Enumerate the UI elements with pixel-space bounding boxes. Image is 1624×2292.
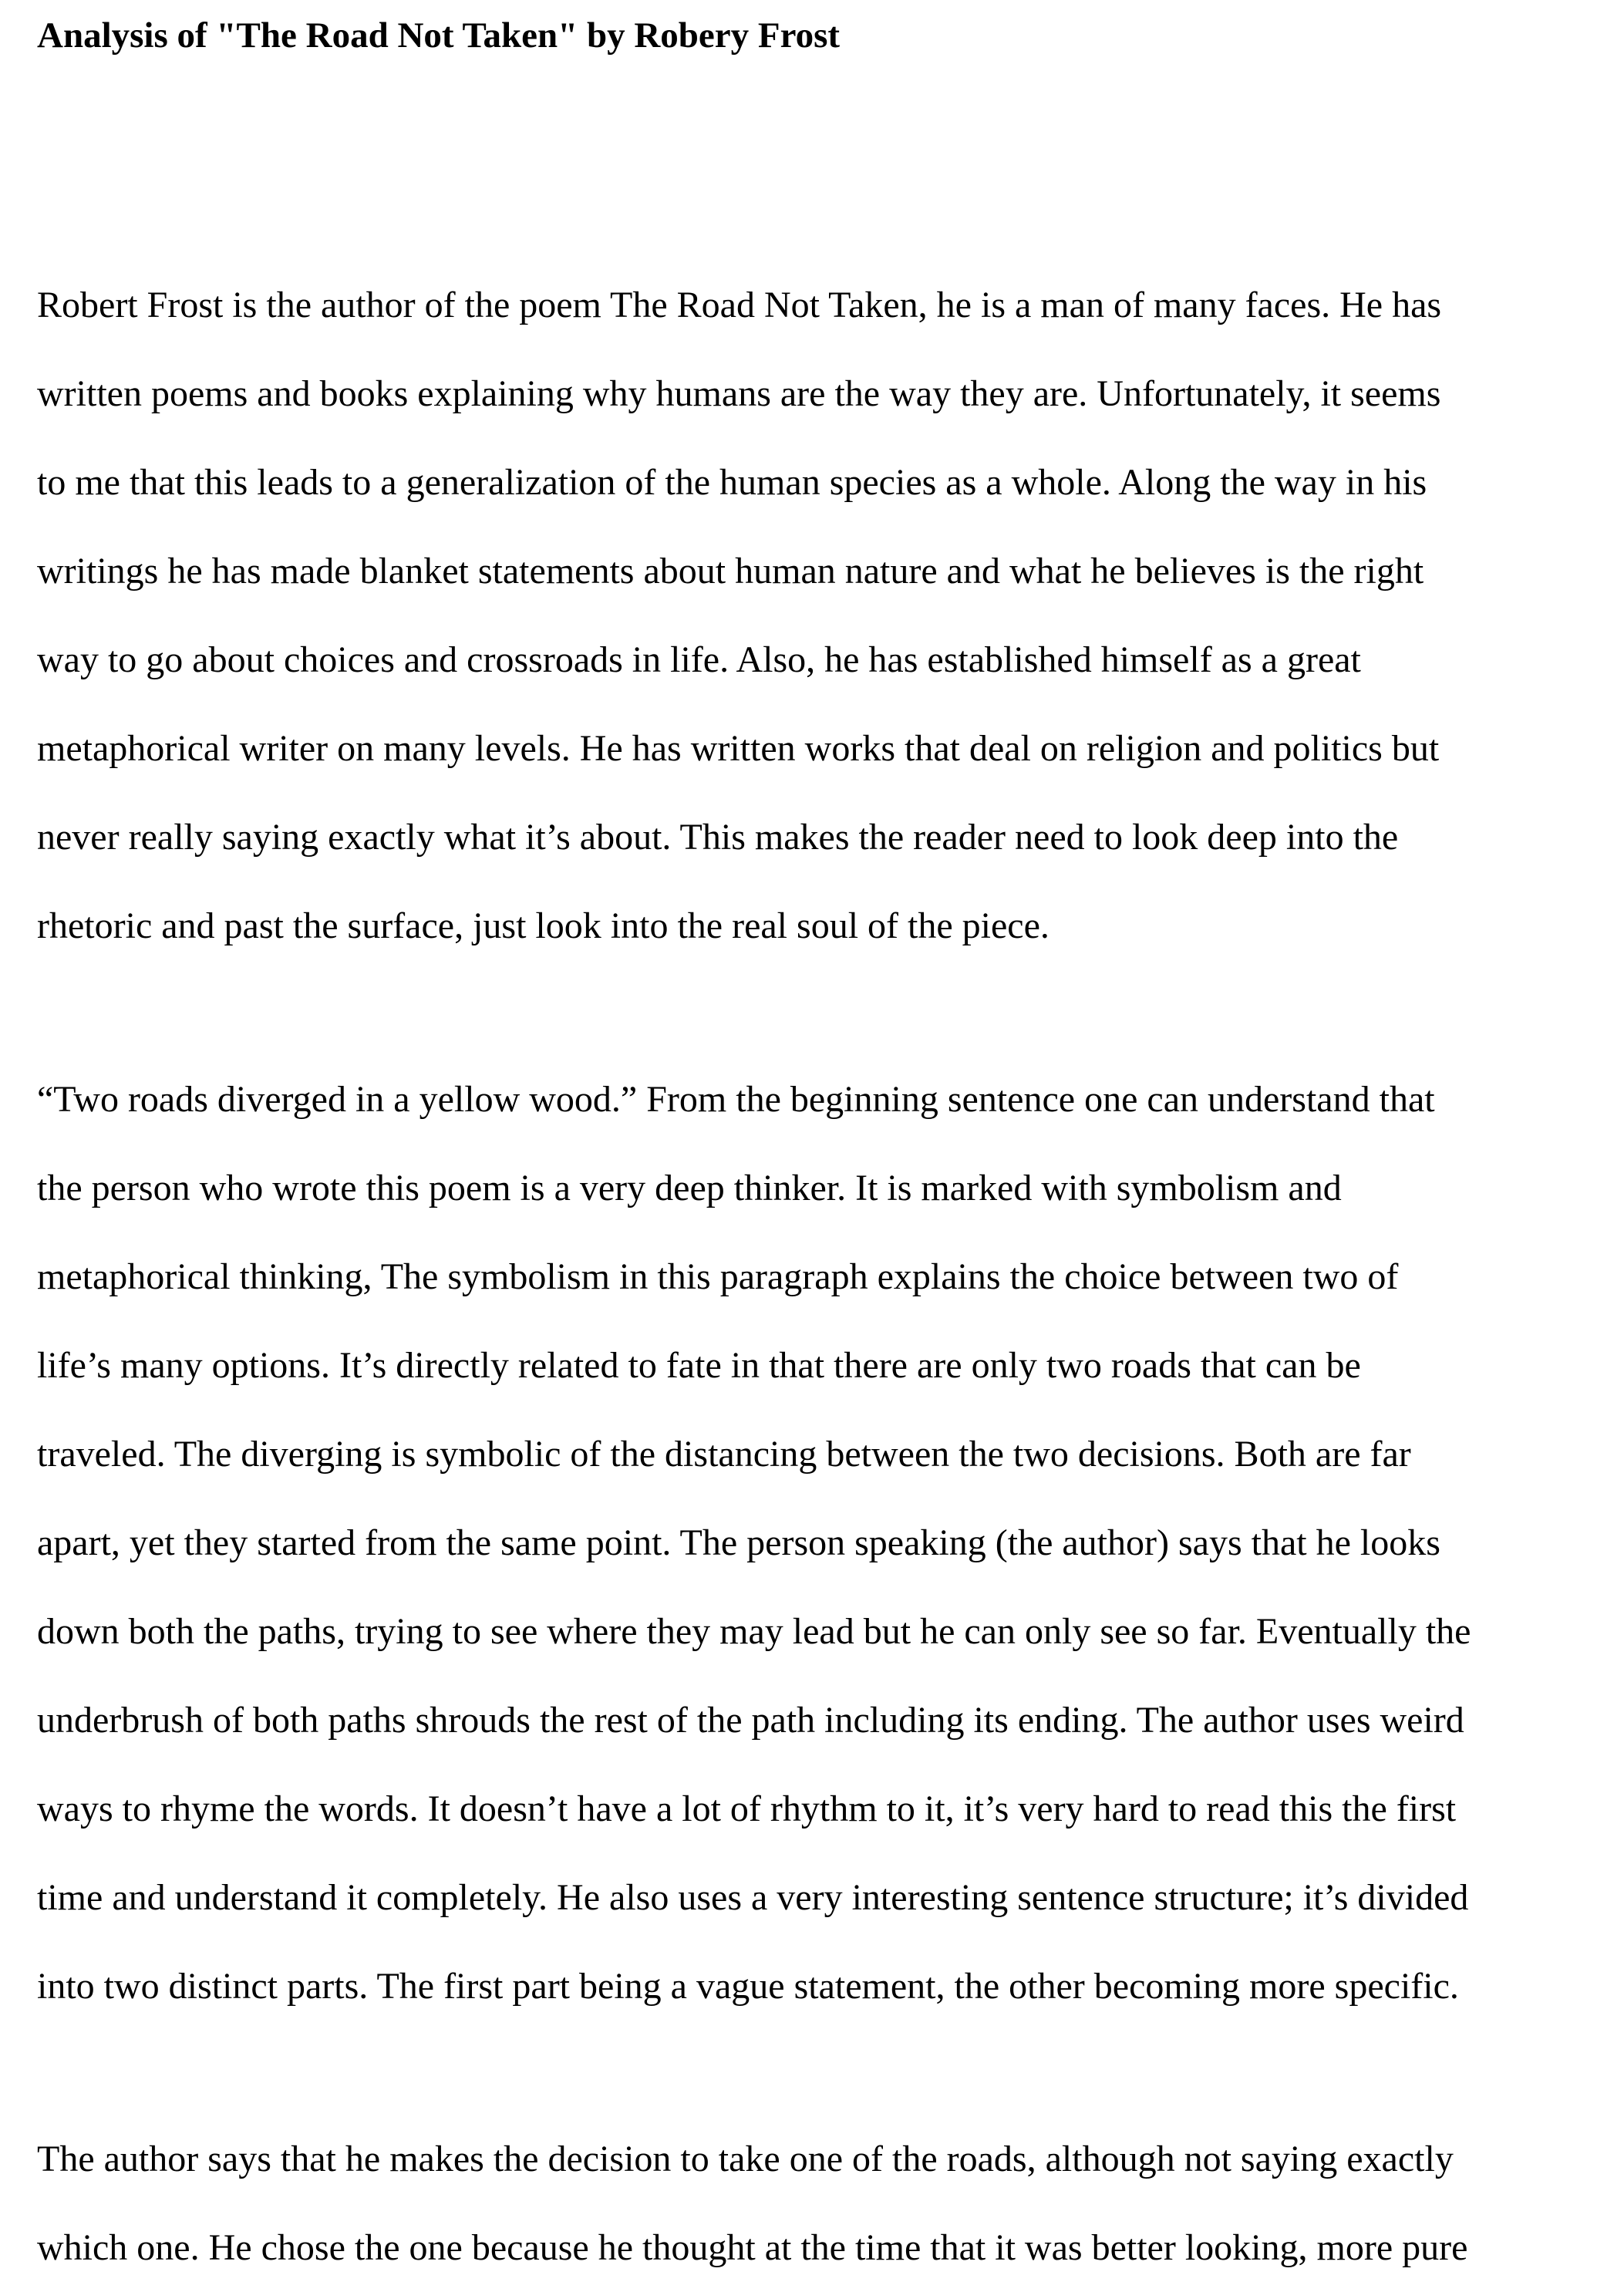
paragraph-line: to me that this leads to a generalization of the human species as a whole. Along the way in his [37,462,1427,503]
paragraph-line: the person who wrote this poem is a very deep thinker. It is marked with symbolism and [37,1168,1342,1208]
paragraph-line: way to go about choices and crossroads in life. Also, he has established himself as a great [37,639,1361,680]
paragraph-line: underbrush of both paths shrouds the rest of the path including its ending. The author uses weird [37,1700,1464,1741]
paragraph-line: life’s many options. It’s directly related to fate in that there are only two roads that can be [37,1345,1361,1386]
paragraph-line: apart, yet they started from the same point. The person speaking (the author) says that he looks [37,1522,1440,1563]
paragraph-line: Robert Frost is the author of the poem The Road Not Taken, he is a man of many faces. He has [37,285,1442,325]
paragraph-line: metaphorical thinking, The symbolism in this paragraph explains the choice between two of [37,1256,1399,1297]
document-title: Analysis of "The Road Not Taken" by Robery Frost [37,15,841,56]
paragraph-line: never really saying exactly what it’s about. This makes the reader need to look deep into the [37,817,1399,858]
paragraph-line: into two distinct parts. The first part being a vague statement, the other becoming more specific. [37,1966,1459,2007]
paragraph-line: ways to rhyme the words. It doesn’t have a lot of rhythm to it, it’s very hard to read this the first [37,1788,1457,1829]
paragraph-two-roads [37,1055,1471,2031]
paragraph-line: traveled. The diverging is symbolic of the distancing between the two decisions. Both are far [37,1434,1411,1475]
paragraph-line: metaphorical writer on many levels. He has written works that deal on religion and politics but [37,728,1440,769]
paragraph-line: which one. He chose the one because he thought at the time that it was better looking, more pure [37,2227,1468,2268]
paragraph-decision [37,2115,1467,2292]
paragraph-line: written poems and books explaining why humans are the way they are. Unfortunately, it seems [37,373,1441,414]
paragraph-line: The author says that he makes the decision to take one of the roads, although not saying exactly [37,2139,1454,2179]
paragraph-line: writings he has made blanket statements about human nature and what he believes is the right [37,551,1424,592]
paragraph-line: down both the paths, trying to see where they may lead but he can only see so far. Eventually the [37,1611,1471,1652]
paragraph-line: “Two roads diverged in a yellow wood.” From the beginning sentence one can understand that [37,1079,1435,1120]
paragraph-line: time and understand it completely. He also uses a very interesting sentence structure; it’s divided [37,1877,1469,1918]
paragraph-line: rhetoric and past the surface, just look into the real soul of the piece. [37,905,1050,946]
paragraph-intro [37,261,1441,970]
